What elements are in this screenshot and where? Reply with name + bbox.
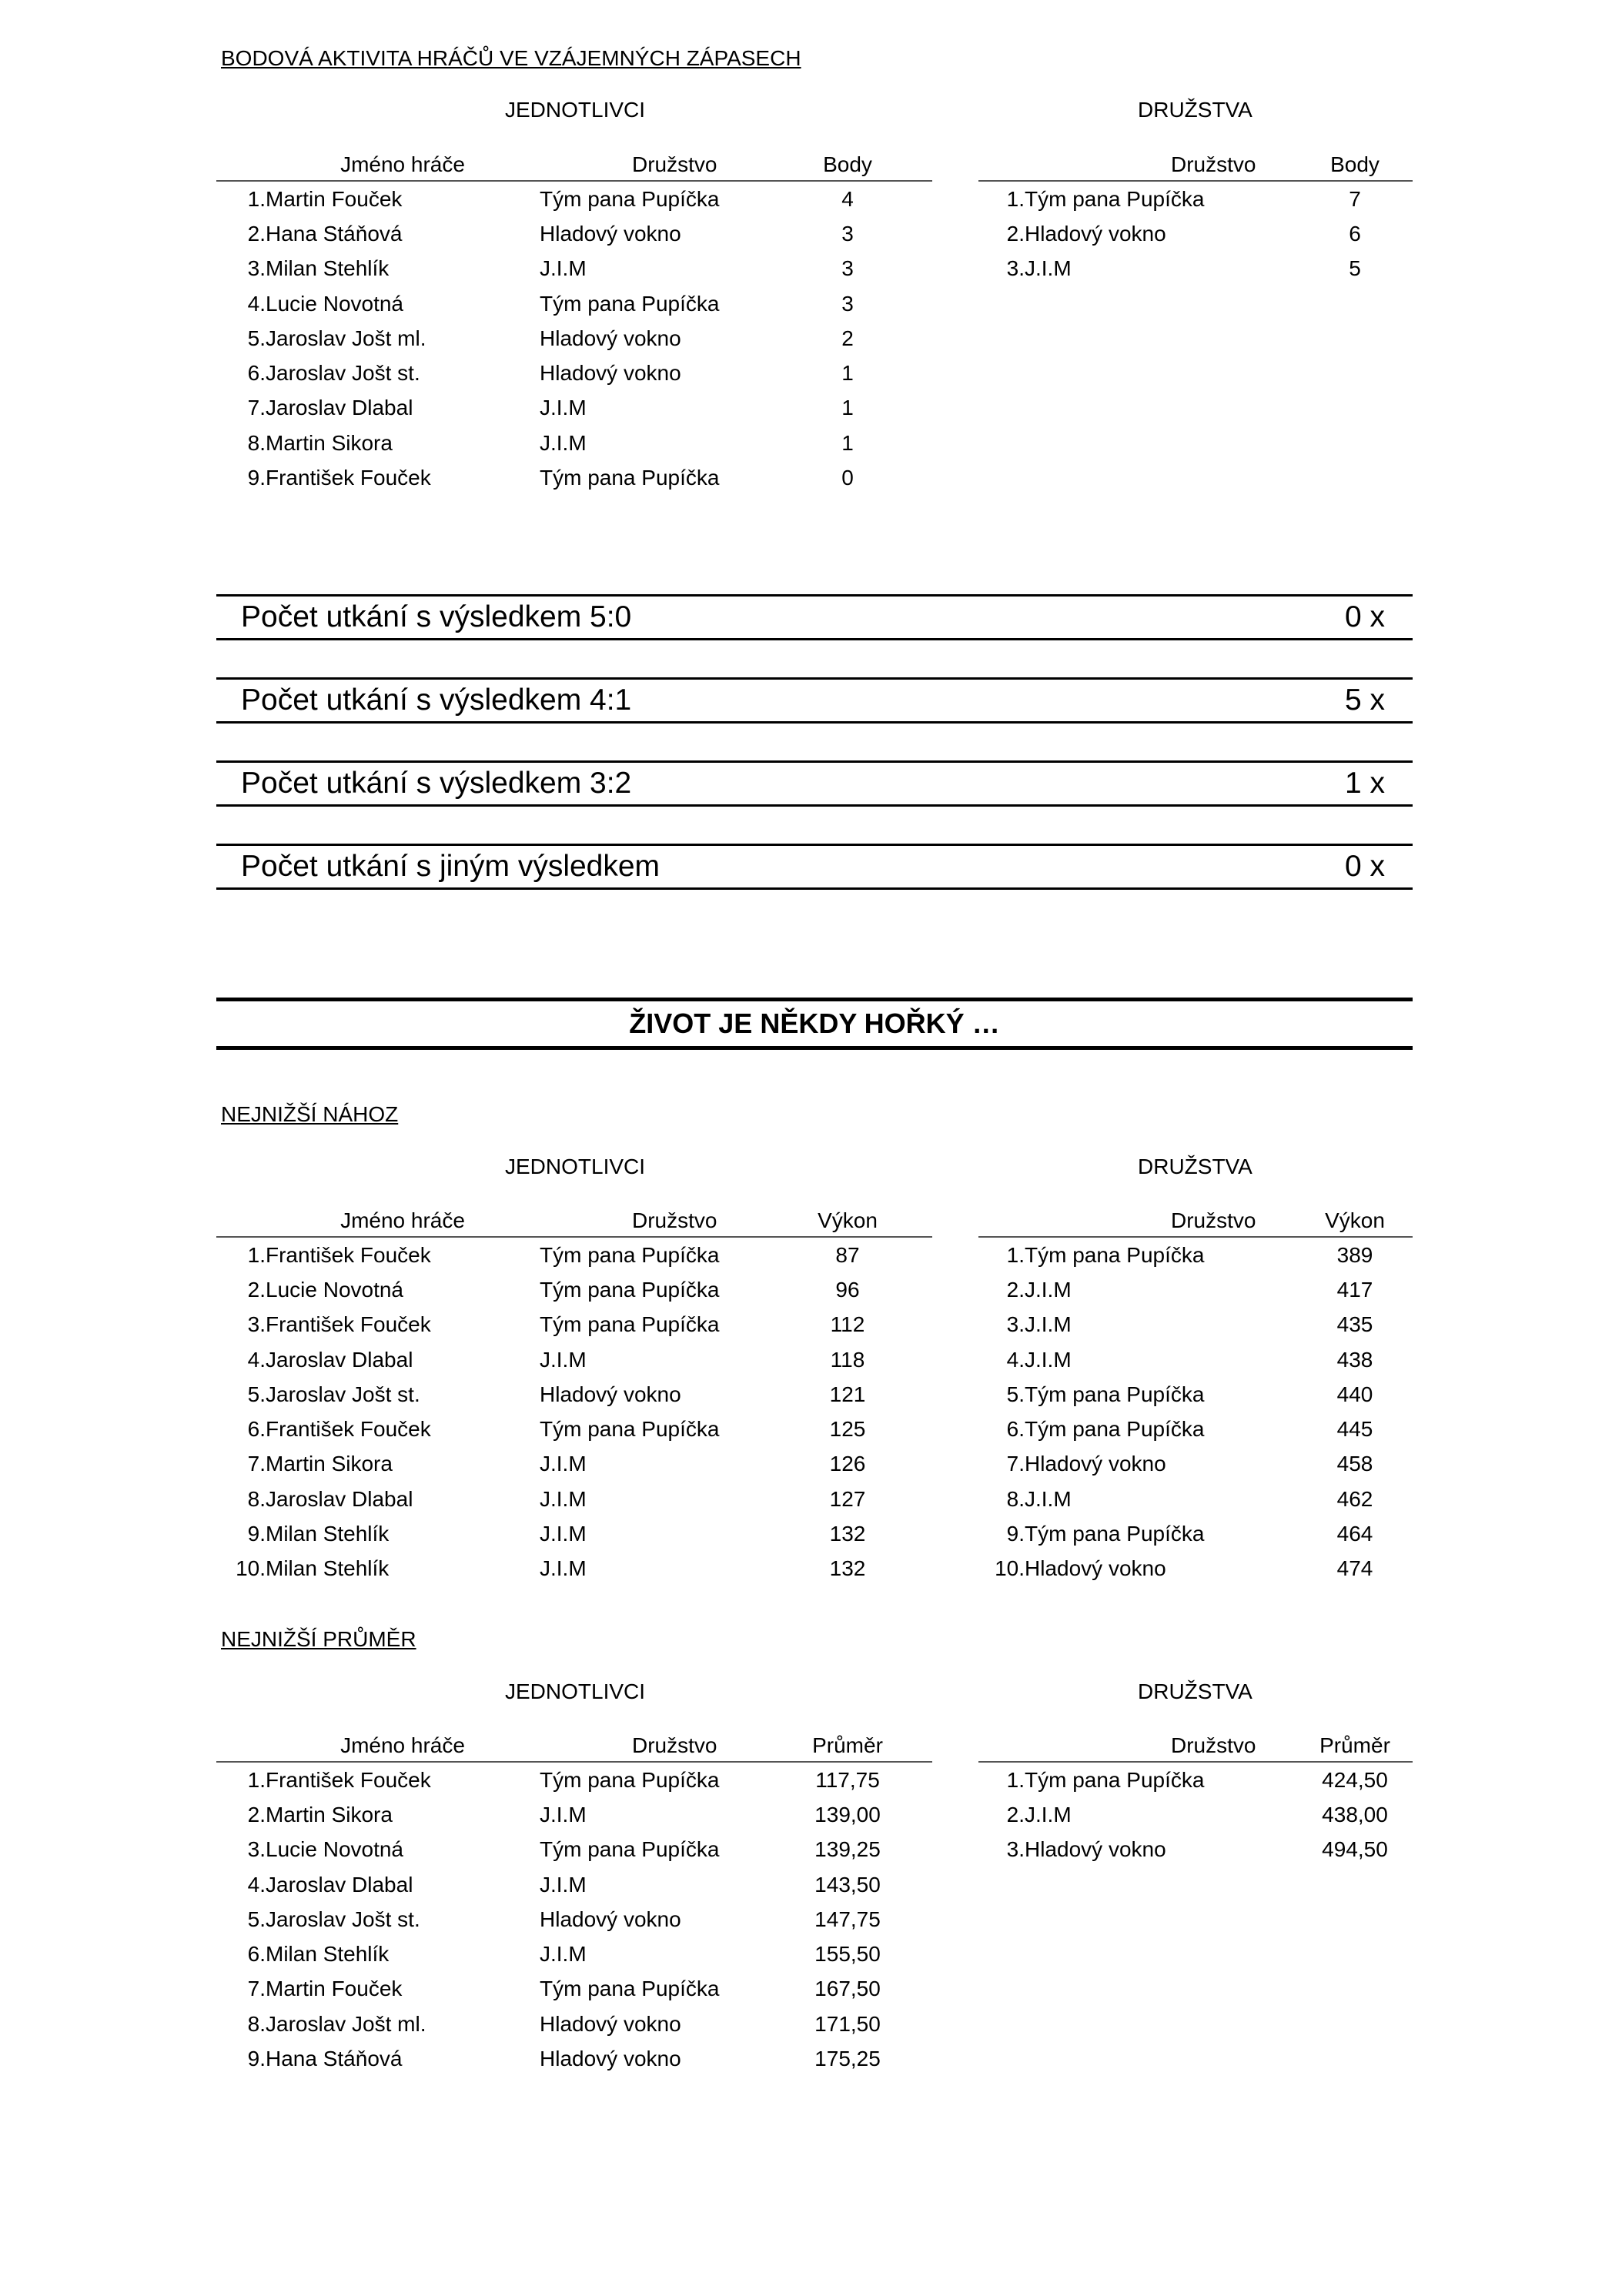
row-rank: 2. [247, 221, 266, 246]
row-rank: 8. [247, 1486, 266, 1511]
row-rank: 1. [1006, 1767, 1025, 1792]
row-rank: 2. [247, 1802, 266, 1826]
row-value: 171,50 [814, 2011, 881, 2036]
header-value: Výkon [1297, 1199, 1413, 1237]
table-row [216, 1412, 932, 1446]
header-name: Jméno hráče [266, 1724, 540, 1762]
table-row [216, 2007, 932, 2041]
player-name: Milan Stehlík [266, 256, 390, 281]
row-value: 125 [829, 1417, 866, 1442]
row-rank: 9. [247, 2047, 266, 2071]
table-row [978, 1516, 1413, 1551]
player-name: Jaroslav Dlabal [266, 1872, 413, 1897]
team-name: Tým pana Pupíčka [540, 1767, 720, 1792]
teams-title: DRUŽSTVA [1138, 98, 1252, 122]
player-name: Milan Stehlík [266, 1556, 390, 1581]
row-value: 438 [1336, 1347, 1373, 1372]
header-value: Průměr [763, 1724, 932, 1762]
row-rank: 9. [247, 466, 266, 490]
row-rank: 9. [1006, 1522, 1025, 1546]
table-row [216, 181, 932, 216]
team-name: Hladový vokno [1025, 221, 1166, 246]
row-value: 167,50 [814, 1977, 881, 2001]
team-name: J.I.M [1025, 1347, 1072, 1372]
table-row [978, 1482, 1413, 1516]
player-name: Jaroslav Dlabal [266, 1347, 413, 1372]
header-value: Průměr [1297, 1724, 1413, 1762]
header-value: Body [763, 143, 932, 181]
row-rank: 5. [247, 1907, 266, 1931]
row-rank: 8. [1006, 1486, 1025, 1511]
table-row [216, 460, 932, 495]
team-name: J.I.M [540, 1872, 587, 1897]
table-row [978, 252, 1413, 286]
team-name: Tým pana Pupíčka [540, 1242, 720, 1267]
player-name: František Fouček [266, 1312, 431, 1337]
row-value: 3 [841, 256, 854, 281]
team-name: Tým pana Pupíčka [540, 1417, 720, 1442]
team-name: J.I.M [1025, 1486, 1072, 1511]
row-rank: 5. [247, 1382, 266, 1406]
row-value: 0 [841, 466, 854, 490]
row-rank: 6. [247, 361, 266, 386]
row-rank: 4. [247, 1347, 266, 1372]
row-value: 143,50 [814, 1872, 881, 1897]
table-row [216, 1867, 932, 1902]
team-name: Tým pana Pupíčka [540, 1977, 720, 2001]
row-rank: 3. [247, 1837, 266, 1862]
table-row [978, 1377, 1413, 1412]
table-row [216, 1972, 932, 2007]
row-value: 424,50 [1322, 1767, 1388, 1792]
row-value: 438,00 [1322, 1802, 1388, 1826]
count-value: 0 x [1344, 600, 1385, 633]
team-name: Hladový vokno [540, 2011, 681, 2036]
player-name: Jaroslav Jošt st. [266, 1382, 420, 1406]
table-row [978, 1552, 1413, 1586]
row-value: 2 [841, 326, 854, 350]
row-value: 4 [841, 186, 854, 211]
team-name: J.I.M [540, 396, 587, 420]
player-name: Jaroslav Jošt st. [266, 1907, 420, 1931]
team-name: Tým pana Pupíčka [1025, 1417, 1205, 1442]
row-value: 147,75 [814, 1907, 881, 1931]
row-rank: 3. [247, 1312, 266, 1337]
row-rank: 4. [1006, 1347, 1025, 1372]
individuals-title: JEDNOTLIVCI [505, 98, 646, 122]
row-rank: 3. [1006, 256, 1025, 281]
team-name: J.I.M [540, 1347, 587, 1372]
row-value: 175,25 [814, 2047, 881, 2071]
row-rank: 8. [247, 430, 266, 455]
row-rank: 1. [1006, 1242, 1025, 1267]
player-name: František Fouček [266, 1417, 431, 1442]
row-value: 7 [1349, 186, 1361, 211]
count-row-3-2 [216, 760, 1413, 807]
row-value: 96 [835, 1277, 860, 1302]
player-name: Milan Stehlík [266, 1942, 390, 1967]
team-name: Hladový vokno [1025, 1556, 1166, 1581]
row-value: 126 [829, 1452, 866, 1476]
player-name: Martin Fouček [266, 1977, 403, 2001]
row-rank: 2. [1006, 1277, 1025, 1302]
header-name: Jméno hráče [266, 1199, 540, 1237]
team-name: Hladový vokno [540, 1382, 681, 1406]
row-rank: 4. [247, 291, 266, 316]
row-rank: 1. [247, 1767, 266, 1792]
player-name: Lucie Novotná [266, 291, 404, 316]
count-value: 0 x [1344, 850, 1385, 883]
row-value: 417 [1336, 1277, 1373, 1302]
table-row [216, 1237, 932, 1272]
teams-table [978, 1724, 1413, 1867]
row-value: 121 [829, 1382, 866, 1406]
header-team: Družstvo [1025, 1724, 1297, 1762]
row-value: 155,50 [814, 1942, 881, 1967]
header-value: Výkon [763, 1199, 932, 1237]
team-name: Tým pana Pupíčka [1025, 1242, 1205, 1267]
team-name: Tým pana Pupíčka [540, 1312, 720, 1337]
table-row [978, 1412, 1413, 1446]
row-value: 474 [1336, 1556, 1373, 1581]
team-name: J.I.M [540, 430, 587, 455]
table-row [216, 1482, 932, 1516]
row-rank: 6. [1006, 1417, 1025, 1442]
row-value: 87 [835, 1242, 860, 1267]
row-value: 435 [1336, 1312, 1373, 1337]
team-name: Tým pana Pupíčka [540, 1837, 720, 1862]
row-value: 139,25 [814, 1837, 881, 1862]
player-name: Hana Stáňová [266, 2047, 403, 2071]
row-value: 1 [841, 361, 854, 386]
row-value: 118 [830, 1347, 865, 1372]
table-row [216, 1762, 932, 1797]
table-row [216, 1937, 932, 1971]
team-name: J.I.M [540, 1486, 587, 1511]
player-name: Martin Sikora [266, 1802, 393, 1826]
table-row [978, 1762, 1413, 1797]
team-name: J.I.M [1025, 256, 1072, 281]
row-rank: 5. [247, 326, 266, 350]
table-row [216, 1377, 932, 1412]
header-team: Družstvo [540, 1724, 763, 1762]
count-label: Počet utkání s výsledkem 4:1 [241, 683, 632, 717]
header-value: Body [1297, 143, 1413, 181]
row-rank: 4. [247, 1872, 266, 1897]
team-name: Tým pana Pupíčka [540, 186, 720, 211]
team-name: Tým pana Pupíčka [1025, 1382, 1205, 1406]
table-row [978, 1833, 1413, 1867]
row-rank: 7. [247, 1977, 266, 2001]
table-row [216, 1833, 932, 1867]
team-name: J.I.M [1025, 1277, 1072, 1302]
row-rank: 3. [1006, 1837, 1025, 1862]
player-name: František Fouček [266, 1242, 431, 1267]
row-rank: 6. [247, 1417, 266, 1442]
team-name: Tým pana Pupíčka [540, 466, 720, 490]
team-name: J.I.M [540, 1452, 587, 1476]
player-name: Jaroslav Jošt ml. [266, 2011, 426, 2036]
count-value: 5 x [1344, 683, 1385, 717]
table-row [978, 1308, 1413, 1342]
table-row [216, 1516, 932, 1551]
table-row [978, 181, 1413, 216]
row-value: 112 [830, 1312, 865, 1337]
teams-table [978, 143, 1413, 286]
table-row [216, 1902, 932, 1937]
team-name: Hladový vokno [540, 2047, 681, 2071]
table-row [978, 1342, 1413, 1377]
team-name: Hladový vokno [1025, 1452, 1166, 1476]
count-row-4-1 [216, 677, 1413, 724]
player-name: Jaroslav Jošt ml. [266, 326, 426, 350]
row-rank: 1. [247, 1242, 266, 1267]
row-rank: 3. [247, 256, 266, 281]
section-title-points: BODOVÁ AKTIVITA HRÁČŮ VE VZÁJEMNÝCH ZÁPASECH [221, 46, 801, 70]
header-team: Družstvo [1025, 1199, 1297, 1237]
table-row [978, 1797, 1413, 1832]
team-name: Hladový vokno [540, 326, 681, 350]
row-value: 5 [1349, 256, 1361, 281]
section-title-lowest-average: NEJNIŽŠÍ PRŮMĚR [221, 1627, 416, 1651]
table-row [978, 216, 1413, 251]
row-value: 1 [841, 396, 854, 420]
banner-heading: ŽIVOT JE NĚKDY HOŘKÝ … [216, 998, 1413, 1050]
header-team: Družstvo [540, 1199, 763, 1237]
player-name: Martin Sikora [266, 430, 393, 455]
table-row [216, 1308, 932, 1342]
row-value: 117,75 [815, 1767, 880, 1792]
row-rank: 2. [247, 1277, 266, 1302]
row-value: 440 [1336, 1382, 1373, 1406]
row-value: 127 [829, 1486, 866, 1511]
teams-title: DRUŽSTVA [1138, 1679, 1252, 1703]
row-rank: 2. [1006, 1802, 1025, 1826]
row-value: 139,00 [814, 1802, 881, 1826]
table-row [216, 286, 932, 321]
row-value: 462 [1336, 1486, 1373, 1511]
table-row [216, 1272, 932, 1307]
team-name: Tým pana Pupíčka [540, 291, 720, 316]
count-label: Počet utkání s jiným výsledkem [241, 850, 661, 883]
individuals-title: JEDNOTLIVCI [505, 1155, 646, 1178]
row-rank: 1. [247, 186, 266, 211]
table-row [978, 1237, 1413, 1272]
team-name: Tým pana Pupíčka [1025, 186, 1205, 211]
count-label: Počet utkání s výsledkem 5:0 [241, 600, 632, 633]
player-name: František Fouček [266, 466, 431, 490]
count-row-other [216, 844, 1413, 890]
row-rank: 7. [247, 396, 266, 420]
row-rank: 7. [1006, 1452, 1025, 1476]
count-row-5-0 [216, 594, 1413, 640]
table-row [216, 391, 932, 426]
individuals-table [216, 1724, 932, 2077]
table-row [216, 1797, 932, 1832]
row-rank: 2. [1006, 221, 1025, 246]
section-title-lowest-throw: NEJNIŽŠÍ NÁHOZ [221, 1102, 399, 1126]
row-value: 458 [1336, 1452, 1373, 1476]
table-row [216, 1552, 932, 1586]
row-value: 132 [829, 1556, 866, 1581]
player-name: Jaroslav Jošt st. [266, 361, 420, 386]
row-value: 494,50 [1322, 1837, 1388, 1862]
team-name: Tým pana Pupíčka [540, 1277, 720, 1302]
header-name: Jméno hráče [266, 143, 540, 181]
team-name: J.I.M [1025, 1802, 1072, 1826]
row-value: 464 [1336, 1522, 1373, 1546]
team-name: Tým pana Pupíčka [1025, 1522, 1205, 1546]
team-name: Tým pana Pupíčka [1025, 1767, 1205, 1792]
team-name: J.I.M [540, 1802, 587, 1826]
player-name: Martin Fouček [266, 186, 403, 211]
table-row [216, 1447, 932, 1482]
header-team: Družstvo [1025, 143, 1297, 181]
individuals-table [216, 143, 932, 496]
player-name: Lucie Novotná [266, 1277, 404, 1302]
individuals-title: JEDNOTLIVCI [505, 1679, 646, 1703]
count-value: 1 x [1344, 767, 1385, 800]
teams-table [978, 1199, 1413, 1586]
row-rank: 5. [1006, 1382, 1025, 1406]
player-name: Milan Stehlík [266, 1522, 390, 1546]
count-label: Počet utkání s výsledkem 3:2 [241, 767, 632, 800]
team-name: Hladový vokno [540, 361, 681, 386]
team-name: J.I.M [1025, 1312, 1072, 1337]
team-name: Hladový vokno [540, 1907, 681, 1931]
table-row [216, 356, 932, 390]
row-value: 1 [841, 430, 854, 455]
player-name: František Fouček [266, 1767, 431, 1792]
team-name: J.I.M [540, 1556, 587, 1581]
row-value: 389 [1336, 1242, 1373, 1267]
header-team: Družstvo [540, 143, 763, 181]
row-rank: 10. [236, 1556, 266, 1581]
player-name: Martin Sikora [266, 1452, 393, 1476]
row-value: 6 [1349, 221, 1361, 246]
team-name: Hladový vokno [1025, 1837, 1166, 1862]
player-name: Jaroslav Dlabal [266, 1486, 413, 1511]
team-name: Hladový vokno [540, 221, 681, 246]
table-row [978, 1272, 1413, 1307]
team-name: J.I.M [540, 256, 587, 281]
row-rank: 10. [995, 1556, 1025, 1581]
table-row [216, 426, 932, 460]
individuals-table [216, 1199, 932, 1586]
row-rank: 9. [247, 1522, 266, 1546]
teams-title: DRUŽSTVA [1138, 1155, 1252, 1178]
team-name: J.I.M [540, 1522, 587, 1546]
table-row [978, 1447, 1413, 1482]
table-row [216, 2041, 932, 2076]
table-row [216, 1342, 932, 1377]
player-name: Hana Stáňová [266, 221, 403, 246]
row-rank: 6. [247, 1942, 266, 1967]
player-name: Lucie Novotná [266, 1837, 404, 1862]
row-rank: 8. [247, 2011, 266, 2036]
table-row [216, 321, 932, 356]
table-row [216, 216, 932, 251]
player-name: Jaroslav Dlabal [266, 396, 413, 420]
row-value: 3 [841, 221, 854, 246]
table-row [216, 252, 932, 286]
team-name: J.I.M [540, 1942, 587, 1967]
row-value: 445 [1336, 1417, 1373, 1442]
row-value: 3 [841, 291, 854, 316]
row-rank: 1. [1006, 186, 1025, 211]
row-rank: 3. [1006, 1312, 1025, 1337]
row-rank: 7. [247, 1452, 266, 1476]
row-value: 132 [829, 1522, 866, 1546]
